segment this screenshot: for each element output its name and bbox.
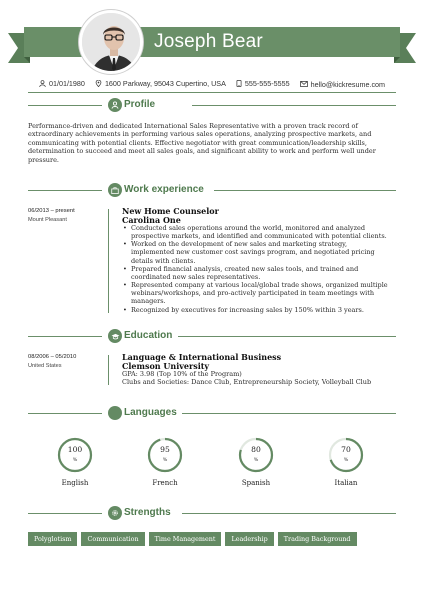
section-heading-education — [28, 329, 396, 343]
person-icon — [39, 80, 46, 87]
percent-sign: % — [72, 458, 78, 463]
language-item — [229, 437, 283, 487]
company-name: Carolina One — [122, 215, 181, 225]
clubs-text: Clubs and Societies: Dance Club, Entrepreneurship Society, Volleyball Club — [122, 378, 372, 386]
section-heading-work — [28, 183, 396, 197]
section-heading-languages — [28, 406, 396, 420]
strength-tag: Leadership — [225, 532, 273, 546]
language-name: French — [152, 479, 178, 487]
gpa-text: GPA: 3.98 (Top 10% of the Program) — [122, 370, 242, 378]
avatar — [79, 10, 143, 74]
language-level: 80 — [251, 445, 261, 454]
contact-bar — [0, 79, 424, 89]
education-location: United States — [28, 363, 62, 369]
language-level-ring — [57, 437, 93, 473]
list-item: • Represented company at various local/global trade shows, organized multiple webinars/workshops, and pro-actively participated in team meetings with managers. — [122, 281, 392, 305]
work-bullets — [122, 224, 392, 314]
section-title: Languages — [124, 407, 177, 418]
job-title: New Home Counselor — [122, 206, 219, 216]
strength-tag: Time Management — [149, 532, 222, 546]
school-name: Clemson University — [122, 361, 210, 371]
list-item: • Recognized by executives for increasing sales by 150% within 3 years. — [122, 306, 392, 314]
language-level: 70 — [341, 445, 351, 454]
language-level-ring — [238, 437, 274, 473]
profile-summary: Performance-driven and dedicated International Sales Representative with a proven track record of extraordinary achievements in performing various sales operations, analyzing prospective markets, and communicating with potential clients. Effective negotiator with great communication/leadership skills, determination to succeed and meet all sales goals, and significant ability to work and perform well under pressure. — [28, 122, 376, 164]
language-level: 100 — [67, 445, 83, 454]
section-title: Education — [124, 330, 173, 341]
location-pin-icon — [95, 80, 102, 87]
language-level-ring — [147, 437, 183, 473]
timeline-line — [108, 355, 109, 385]
email-icon — [300, 81, 308, 87]
language-name: Spanish — [241, 479, 271, 487]
percent-sign: % — [162, 458, 168, 463]
degree-title: Language & International Business — [122, 352, 282, 362]
section-heading-profile — [28, 98, 396, 112]
strengths-tags — [28, 532, 357, 546]
strength-tag: Polyglotism — [28, 532, 77, 546]
percent-sign: % — [253, 458, 259, 463]
list-item: • Worked on the development of new sales and marketing strategy, implemented new customer cost savings program, and negotiated pricing details with clients. — [122, 240, 392, 264]
briefcase-icon — [108, 183, 122, 197]
contact-address: 1600 Parkway, 95043 Cupertino, USA — [95, 79, 226, 88]
contact-email[interactable]: hello@kickresume.com — [300, 80, 385, 89]
globe-icon — [108, 406, 122, 420]
language-item — [48, 437, 102, 487]
user-icon — [108, 98, 122, 112]
contact-phone[interactable]: 555-555-5555 — [236, 79, 290, 88]
percent-sign: % — [343, 458, 349, 463]
list-item: • Conducted sales operations around the world, monitored and analyzed prospective markets, and identified and communicated with potential clients. — [122, 224, 392, 240]
timeline-line — [108, 209, 109, 313]
language-item — [138, 437, 192, 487]
language-name: English — [61, 479, 89, 487]
section-title: Profile — [124, 99, 156, 110]
language-name: Italian — [334, 479, 358, 487]
section-title: Strengths — [124, 507, 171, 518]
graduation-cap-icon — [108, 329, 122, 343]
education-dates: 08/2006 – 05/2010 — [28, 354, 77, 360]
list-item: • Prepared financial analysis, created new sales tools, and trained and coordinated new sales representatives. — [122, 265, 392, 281]
work-location: Mount Pleasant — [28, 217, 67, 223]
strength-tag: Trading Background — [278, 532, 357, 546]
section-title: Work experience — [124, 184, 204, 195]
section-heading-strengths — [28, 506, 396, 520]
language-level-ring — [328, 437, 364, 473]
language-level: 95 — [160, 445, 170, 454]
divider — [28, 92, 396, 93]
strength-tag: Communication — [81, 532, 144, 546]
language-item — [319, 437, 373, 487]
work-dates: 06/2013 – present — [28, 208, 75, 214]
phone-icon — [236, 80, 242, 87]
gear-icon — [108, 506, 122, 520]
candidate-name: Joseph Bear — [154, 31, 263, 52]
contact-birthdate: 01/01/1980 — [39, 79, 85, 88]
